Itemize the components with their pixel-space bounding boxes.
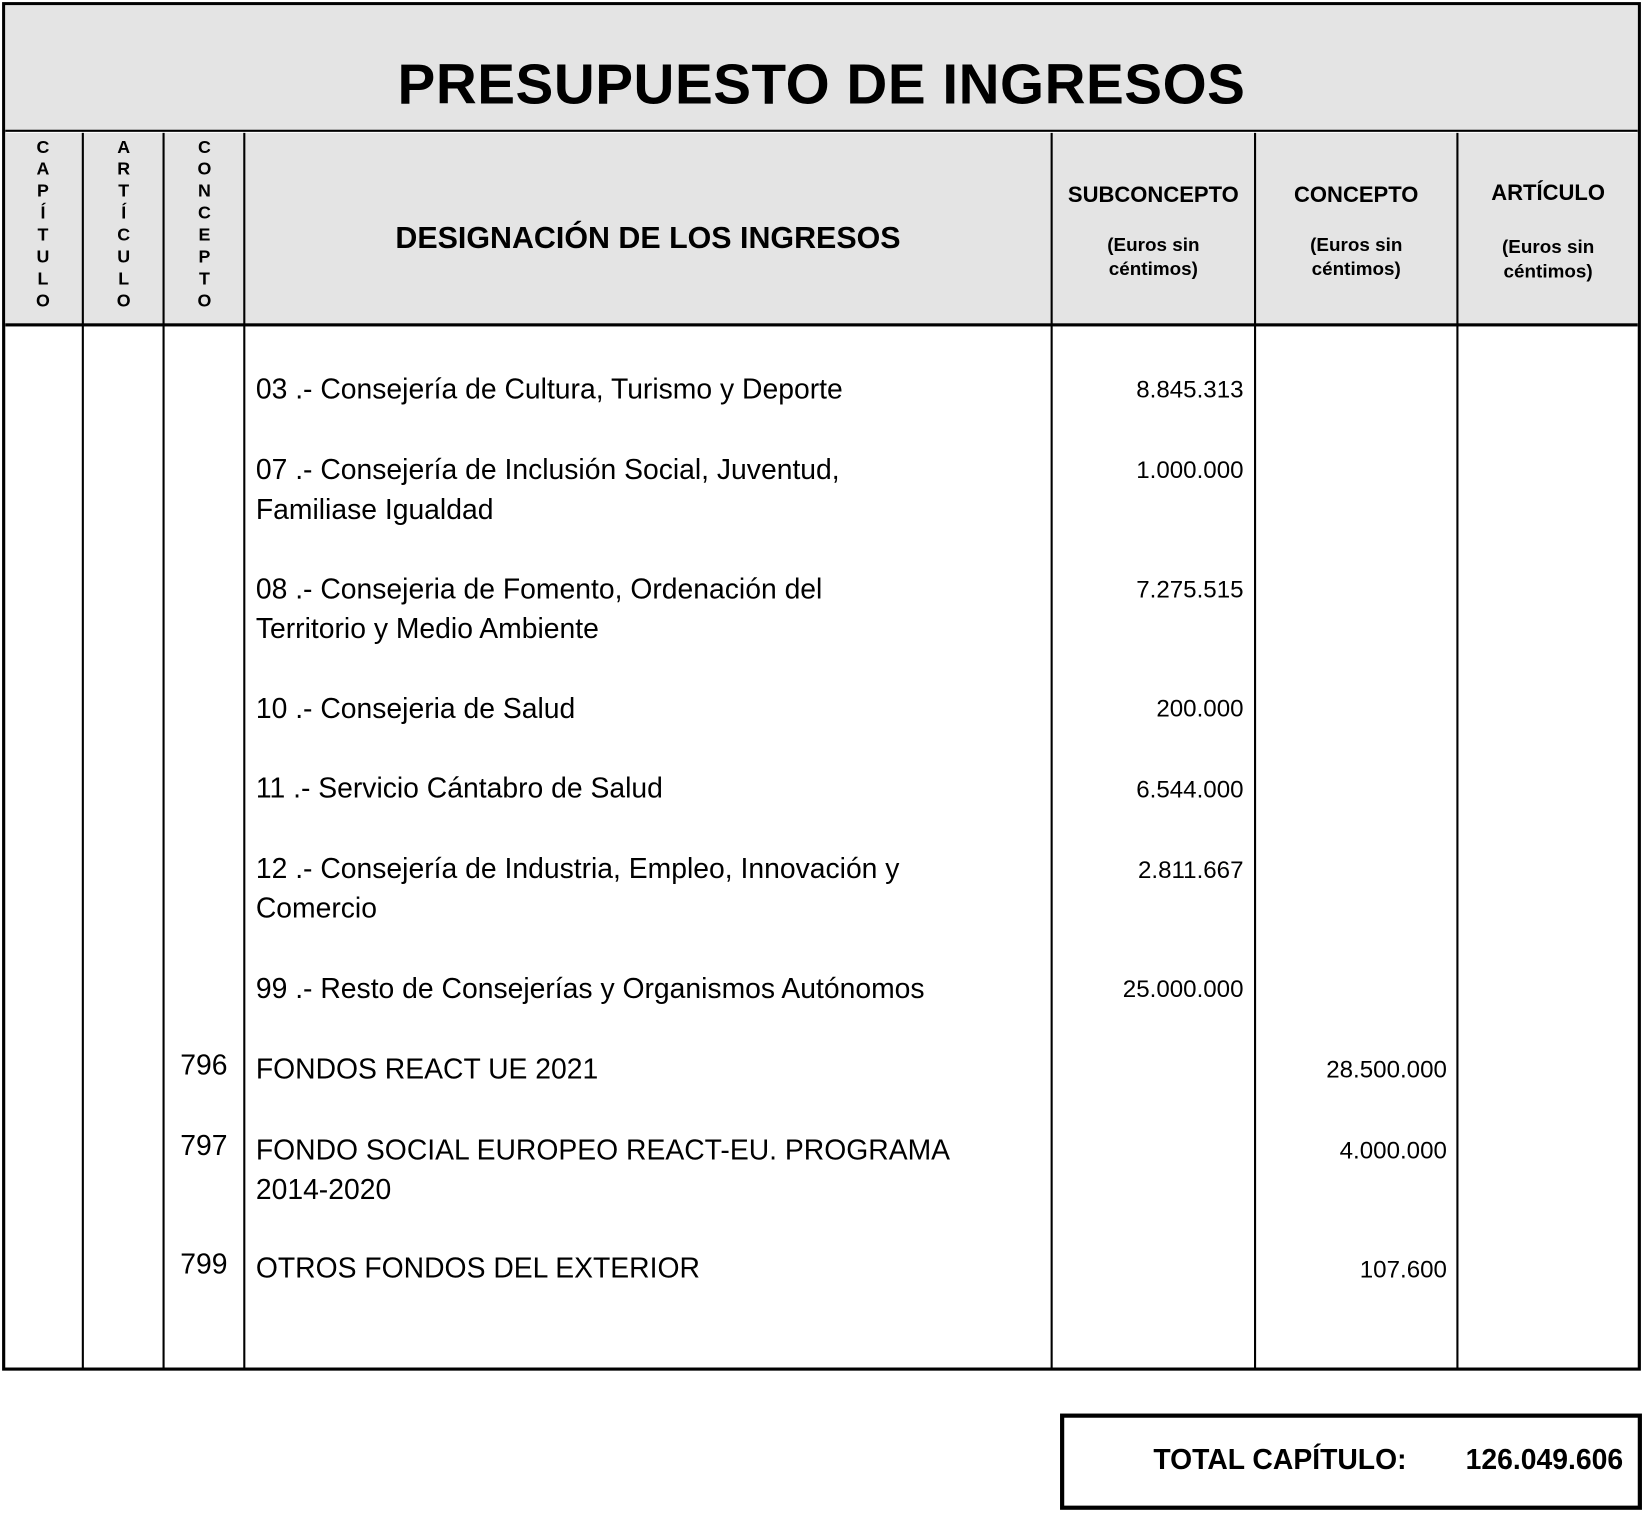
header-concepto-code <box>165 136 245 312</box>
row-designation: 08 .- Consejeria de Fomento, Ordenación del <box>255 573 823 605</box>
header-designacion: DESIGNACIÓN DE LOS INGRESOS <box>395 221 901 256</box>
header-letter: P <box>198 246 211 267</box>
column-divider <box>1051 133 1053 1369</box>
row-designation-cont: 2014-2020 <box>255 1173 392 1206</box>
row-concepto: 28.500.000 <box>1326 1055 1447 1083</box>
column-divider <box>1254 133 1256 1369</box>
header-letter: N <box>198 181 211 201</box>
header-concepto: CONCEPTO <box>1294 183 1419 208</box>
row-designation-cont: Comercio <box>255 892 377 924</box>
header-letter: O <box>116 290 131 311</box>
unit-line: céntimos) <box>1503 260 1593 282</box>
row-subconcepto: 6.544.000 <box>1136 775 1244 803</box>
column-divider <box>82 133 84 1369</box>
unit-line: (Euros sin <box>1501 236 1595 258</box>
total-value: 126.049.606 <box>1465 1443 1624 1476</box>
column-divider <box>243 133 245 1369</box>
table-row <box>256 1130 1042 1210</box>
header-subconcepto-unit <box>1053 233 1254 281</box>
header-letter: T <box>118 181 130 201</box>
total-label: TOTAL CAPÍTULO: <box>1153 1443 1407 1476</box>
row-designation: 12 .- Consejería de Industria, Empleo, Innovación y <box>255 852 900 885</box>
header-letter: T <box>199 268 210 289</box>
header-subconcepto: SUBCONCEPTO <box>1067 183 1239 208</box>
header-letter: L <box>118 268 130 289</box>
header-letter: P <box>37 181 49 201</box>
table-row <box>256 1049 1042 1089</box>
row-code: 797 <box>180 1130 228 1162</box>
header-articulo-amount: ARTÍCULO <box>1491 181 1605 206</box>
row-subconcepto: 7.275.515 <box>1136 575 1244 603</box>
unit-line: céntimos) <box>1108 258 1198 280</box>
header-articulo <box>84 136 164 312</box>
row-subconcepto: 2.811.667 <box>1138 855 1244 884</box>
table-row <box>256 969 1042 1009</box>
row-subconcepto: 8.845.313 <box>1136 375 1244 403</box>
page-title: PRESUPUESTO DE INGRESOS <box>397 53 1246 117</box>
header-capitulo <box>3 136 83 312</box>
column-divider <box>1456 133 1458 1369</box>
header-letter: C <box>198 202 211 223</box>
unit-line: céntimos) <box>1311 258 1401 280</box>
row-designation: FONDOS REACT UE 2021 <box>255 1053 599 1086</box>
table-row <box>256 849 1042 929</box>
header-letter: R <box>117 159 131 179</box>
table-row <box>256 1248 1042 1288</box>
header-letter: T <box>37 224 49 245</box>
header-letter: Í <box>121 202 127 223</box>
row-subconcepto: 1.000.000 <box>1136 456 1244 484</box>
header-letter: O <box>197 159 212 179</box>
table-row <box>256 688 1042 728</box>
header-letter: C <box>198 137 211 157</box>
header-letter: L <box>37 268 49 289</box>
header-letter: E <box>198 224 211 245</box>
header-letter: A <box>36 159 50 179</box>
row-designation: 99 .- Resto de Consejerías y Organismos Autónomos <box>255 973 925 1005</box>
row-subconcepto: 200.000 <box>1156 694 1244 722</box>
table-row <box>256 768 1042 808</box>
header-concepto-unit <box>1256 233 1456 281</box>
row-code: 799 <box>180 1248 228 1280</box>
header-letter: C <box>117 224 131 245</box>
row-designation: 10 .- Consejeria de Salud <box>255 692 576 725</box>
header-letter: U <box>36 246 50 267</box>
row-designation: 11 .- Servicio Cántabro de Salud <box>255 772 663 804</box>
table-row <box>256 450 1042 530</box>
table-row <box>256 569 1042 649</box>
row-designation: 03 .- Consejería de Cultura, Turismo y Deporte <box>255 373 843 405</box>
row-subconcepto: 25.000.000 <box>1122 975 1244 1003</box>
header-articulo-unit <box>1458 235 1637 283</box>
row-designation-cont: Familiase Igualdad <box>255 493 494 526</box>
header-letter: C <box>36 137 50 157</box>
row-concepto: 107.600 <box>1359 1255 1447 1283</box>
row-code: 796 <box>180 1049 228 1081</box>
header-letter: A <box>117 137 131 157</box>
header-letter: O <box>197 290 212 311</box>
unit-line: (Euros sin <box>1310 234 1403 256</box>
header-letter: O <box>36 290 50 311</box>
row-designation: FONDO SOCIAL EUROPEO REACT-EU. PROGRAMA <box>255 1134 951 1166</box>
column-divider <box>163 133 165 1369</box>
row-designation: OTROS FONDOS DEL EXTERIOR <box>255 1252 700 1284</box>
table-row <box>256 369 1042 409</box>
header-letter: Í <box>40 202 46 223</box>
row-designation-cont: Territorio y Medio Ambiente <box>255 613 599 645</box>
row-concepto: 4.000.000 <box>1339 1136 1447 1164</box>
row-designation: 07 .- Consejería de Inclusión Social, Juventud, <box>255 454 840 486</box>
header-letter: U <box>117 246 131 267</box>
unit-line: (Euros sin <box>1107 234 1200 256</box>
